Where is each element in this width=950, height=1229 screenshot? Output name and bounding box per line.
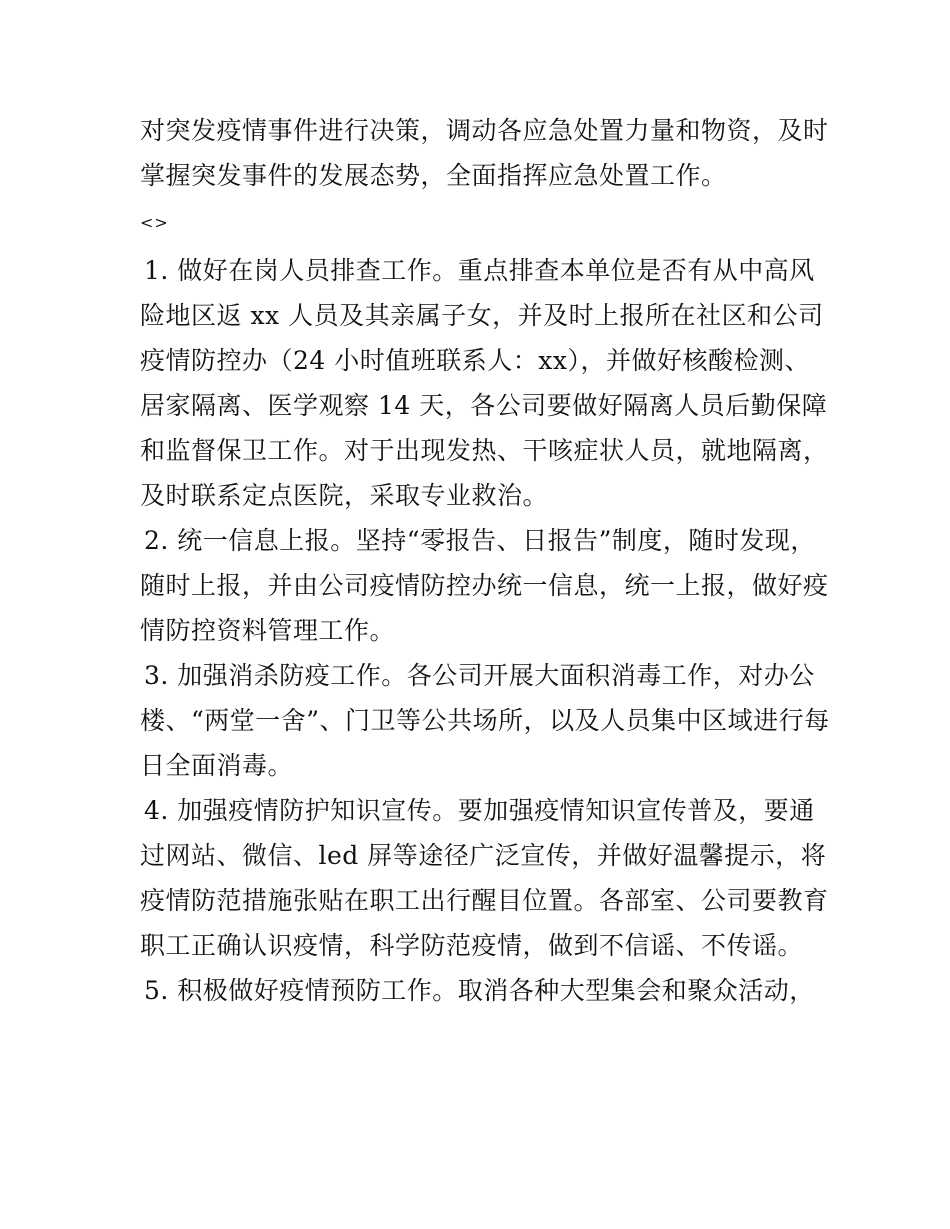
item-4-line-4: 职工正确认识疫情，科学防范疫情，做到不信谣、不传谣。: [140, 931, 804, 960]
document-body: [140, 108, 830, 1013]
list-item-3: [140, 653, 830, 788]
item-1-line-6: 及时联系定点医院，采取专业救治。: [140, 481, 549, 510]
list-item-4: [140, 788, 830, 968]
item-4-line-1: 4. 加强疫情防护知识宣传。要加强疫情知识宣传普及，要通: [144, 796, 815, 825]
list-item-5: [140, 968, 830, 1013]
item-4-line-3: 疫情防范措施张贴在职工出行醒目位置。各部室、公司要教育: [140, 886, 829, 915]
item-1-line-5: 和监督保卫工作。对于出现发热、干咳症状人员，就地隔离，: [140, 436, 829, 465]
list-item-2: [140, 518, 830, 653]
section-marker: <>: [140, 213, 169, 232]
item-3-line-2: 楼、“两堂一舍”、门卫等公共场所，以及人员集中区域进行每: [140, 706, 830, 735]
item-1-line-3: 疫情防控办（24 小时值班联系人：xx），并做好核酸检测、: [140, 346, 810, 375]
item-1-line-1: 1. 做好在岗人员排查工作。重点排查本单位是否有从中高风: [144, 256, 815, 285]
item-1-line-2: 险地区返 xx 人员及其亲属子女，并及时上报所在社区和公司: [140, 301, 824, 330]
item-3-line-1: 3. 加强消杀防疫工作。各公司开展大面积消毒工作，对办公: [144, 661, 815, 690]
item-1-line-4: 居家隔离、医学观察 14 天，各公司要做好隔离人员后勤保障: [140, 391, 828, 420]
item-2-line-2: 随时上报，并由公司疫情防控办统一信息，统一上报，做好疫: [140, 571, 829, 600]
item-2-line-1: 2. 统一信息上报。坚持“零报告、日报告”制度，随时发现，: [144, 526, 816, 555]
item-3-line-3: 日全面消毒。: [140, 751, 294, 780]
item-5-line-1: 5. 积极做好疫情预防工作。取消各种大型集会和聚众活动，: [144, 976, 815, 1005]
intro-line-1: 对突发疫情事件进行决策，调动各应急处置力量和物资，及时: [140, 116, 829, 145]
item-4-line-2: 过网站、微信、led 屏等途径广泛宣传，并做好温馨提示，将: [140, 841, 827, 870]
intro-line-2: 掌握突发事件的发展态势，全面指挥应急处置工作。: [140, 161, 727, 190]
list-item-1: [140, 248, 830, 518]
item-2-line-3: 情防控资料管理工作。: [140, 616, 396, 645]
